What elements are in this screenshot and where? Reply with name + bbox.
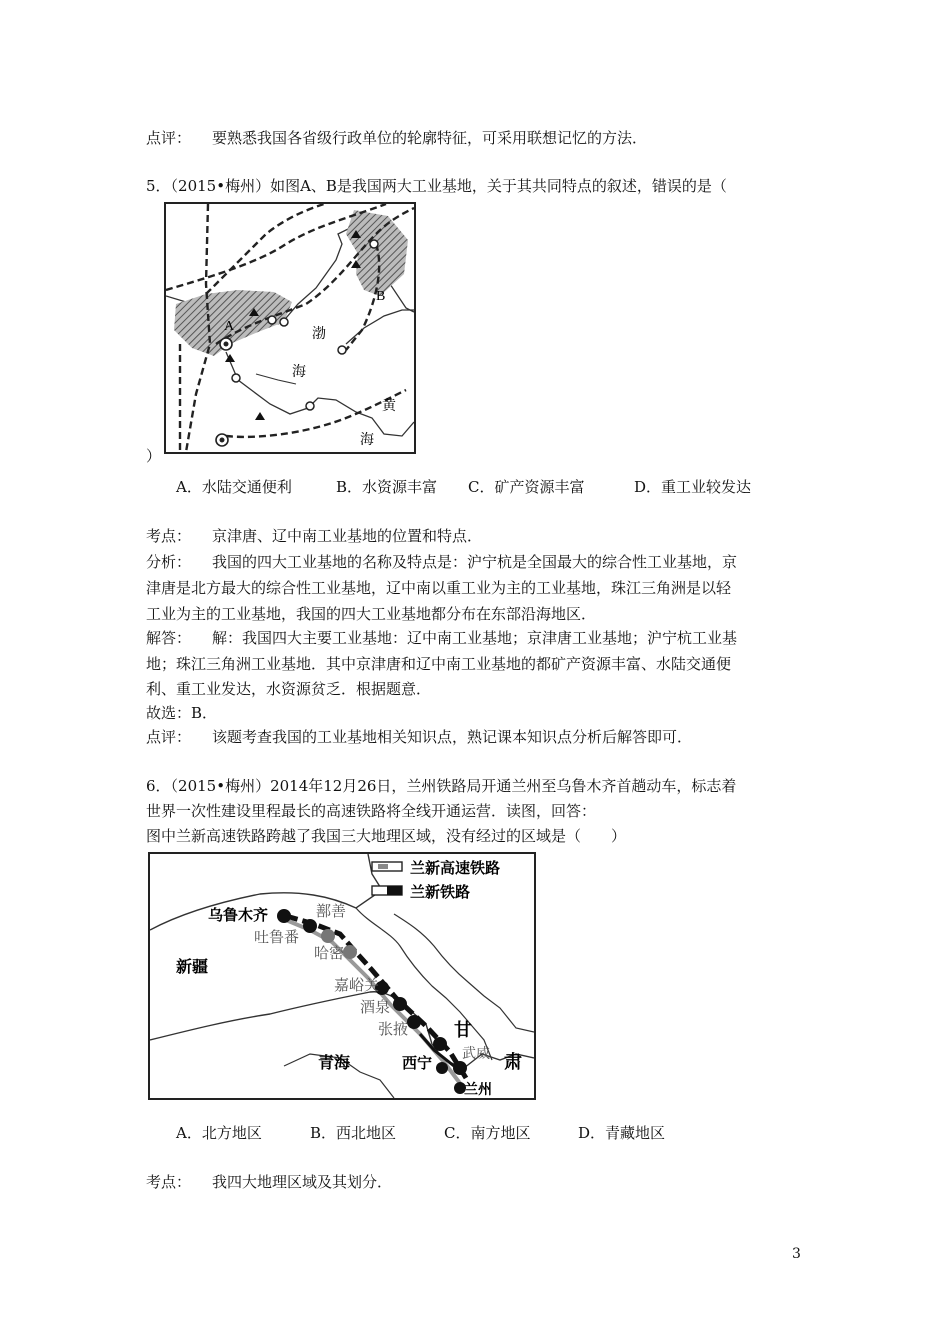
- station-dot: [343, 945, 357, 959]
- fenxi-label: 分析：: [146, 553, 192, 571]
- q5-fenxi: [146, 552, 737, 572]
- jieda-line: 利、重工业发达，水资源贫乏．根据题意．: [146, 680, 432, 698]
- legend-rail-swatch: [387, 886, 402, 895]
- legend-hsr-label: 兰新高速铁路: [410, 860, 501, 877]
- option-c[interactable]: C．矿产资源丰富: [468, 478, 585, 496]
- q5-options: [176, 477, 751, 497]
- fenxi-line: 工业为主的工业基地，我国的四大工业基地都分布在东部沿海地区．: [146, 605, 597, 623]
- label-xinjiang: 新疆: [176, 959, 209, 976]
- city-circle: [268, 316, 276, 324]
- q5-answer: 故选：B．: [146, 704, 218, 722]
- industrial-base-map: [166, 204, 414, 452]
- comment-label: 点评：: [146, 129, 192, 147]
- label-a: A: [224, 319, 235, 334]
- city-circle: [370, 240, 378, 248]
- mine-icon: [225, 354, 235, 362]
- label-urumqi: 乌鲁木齐: [208, 907, 269, 924]
- q5-stem: 5．（2015•梅州）如图A、B是我国两大工业基地，关于其共同特点的叙述，错误的是（: [146, 177, 727, 195]
- jieda-line: 解：我国四大主要工业基地：辽中南工业基地；京津唐工业基地；沪宁杭工业基: [212, 629, 738, 647]
- fenxi-line: 我国的四大工业基地的名称及特点是：沪宁杭是全国最大的综合性工业基地，京: [212, 553, 738, 571]
- option-d[interactable]: D．重工业较发达: [634, 478, 752, 496]
- kaodian-label: 考点：: [146, 527, 192, 545]
- station-dot: [453, 1061, 467, 1075]
- dianping-label: 点评：: [146, 728, 192, 746]
- shandong-coast: [226, 352, 414, 436]
- station-dot: [321, 929, 335, 943]
- station-dot: [277, 909, 291, 923]
- option-c[interactable]: C．南方地区: [444, 1124, 531, 1142]
- q6-stem-line: 6．（2015•梅州）2014年12月26日，兰州铁路局开通兰州至乌鲁木齐首趟动车，标志着: [146, 777, 737, 795]
- label-xining: 西宁: [402, 1055, 433, 1072]
- page-number: 3: [792, 1246, 801, 1262]
- q5-dianping: [146, 727, 692, 747]
- label-b: B: [376, 289, 386, 304]
- label-turpan: 吐鲁番: [254, 929, 300, 946]
- label-zhangye: 张掖: [378, 1021, 409, 1038]
- city-circle: [306, 402, 314, 410]
- dianping-text: 该题考查我国的工业基地相关知识点，熟记课本知识点分析后解答即可．: [212, 728, 693, 746]
- bay-line: [256, 374, 296, 384]
- q6-map: [148, 852, 536, 1100]
- label-gan: 甘: [454, 1020, 472, 1040]
- label-hami: 哈密: [314, 945, 345, 962]
- station-dot: [433, 1037, 447, 1051]
- label-su: 肃: [504, 1052, 522, 1072]
- q4-comment: [146, 128, 647, 148]
- station-dot: [393, 997, 407, 1011]
- city-circle: [232, 374, 240, 382]
- q6-options: [176, 1123, 665, 1143]
- label-jiayuguan: 嘉峪关: [334, 977, 380, 994]
- fenxi-line: 津唐是北方最大的综合性工业基地，辽中南以重工业为主的工业基地，珠江三角洲是以轻: [146, 579, 732, 597]
- q5-kaodian: [146, 526, 482, 546]
- label-huang: 黄: [382, 399, 396, 414]
- q6-stem-line: 图中兰新高速铁路跨越了我国三大地理区域，没有经过的区域是（ ）: [146, 827, 627, 845]
- jieda-line: 地；珠江三角洲工业基地．其中京津唐和辽中南工业基地的都矿产资源丰富、水陆交通便: [146, 655, 732, 673]
- station-dot: [407, 1015, 421, 1029]
- comment-text: 要熟悉我国各省级行政单位的轮廓特征，可采用联想记忆的方法．: [212, 129, 648, 147]
- label-qinghai: 青海: [318, 1055, 351, 1072]
- q5-jieda: [146, 628, 737, 648]
- jieda-label: 解答：: [146, 629, 192, 647]
- label-bo: 渤: [312, 327, 326, 342]
- city-dot: [220, 438, 225, 443]
- option-b[interactable]: B．水资源丰富: [336, 478, 438, 496]
- lanxin-railway-map: [150, 854, 534, 1098]
- label-jiuquan: 酒泉: [360, 999, 391, 1016]
- label-shanshan: 鄯善: [316, 903, 347, 920]
- q6-stem-line: 世界一次性建设里程最长的高速铁路将全线开通运营．读图，回答：: [146, 802, 597, 820]
- railway: [226, 390, 406, 437]
- label-hai: 海: [292, 365, 306, 380]
- q6-kaodian: [146, 1172, 392, 1192]
- label-huanghai: 海: [360, 433, 374, 448]
- legend-hsr-swatch: [378, 864, 388, 869]
- option-a[interactable]: A．北方地区: [176, 1124, 262, 1142]
- station-dot: [436, 1062, 448, 1074]
- label-lanzhou: 兰州: [464, 1081, 492, 1097]
- label-wuwei: 武威: [462, 1045, 490, 1061]
- kaodian-text: 京津唐、辽中南工业基地的位置和特点．: [212, 527, 483, 545]
- legend-rail-label: 兰新铁路: [410, 884, 471, 901]
- station-dot: [303, 919, 317, 933]
- q5-stem-close: ）: [146, 447, 162, 465]
- kaodian-text: 我四大地理区域及其划分．: [212, 1173, 393, 1191]
- option-d[interactable]: D．青藏地区: [578, 1124, 666, 1142]
- option-a[interactable]: A．水陆交通便利: [176, 478, 292, 496]
- kaodian-label: 考点：: [146, 1173, 192, 1191]
- q5-map: [164, 202, 416, 454]
- mine-icon: [255, 412, 265, 420]
- city-circle: [280, 318, 288, 326]
- railway: [206, 204, 324, 294]
- option-b[interactable]: B．西北地区: [310, 1124, 397, 1142]
- city-circle: [338, 346, 346, 354]
- city-dot: [224, 342, 229, 347]
